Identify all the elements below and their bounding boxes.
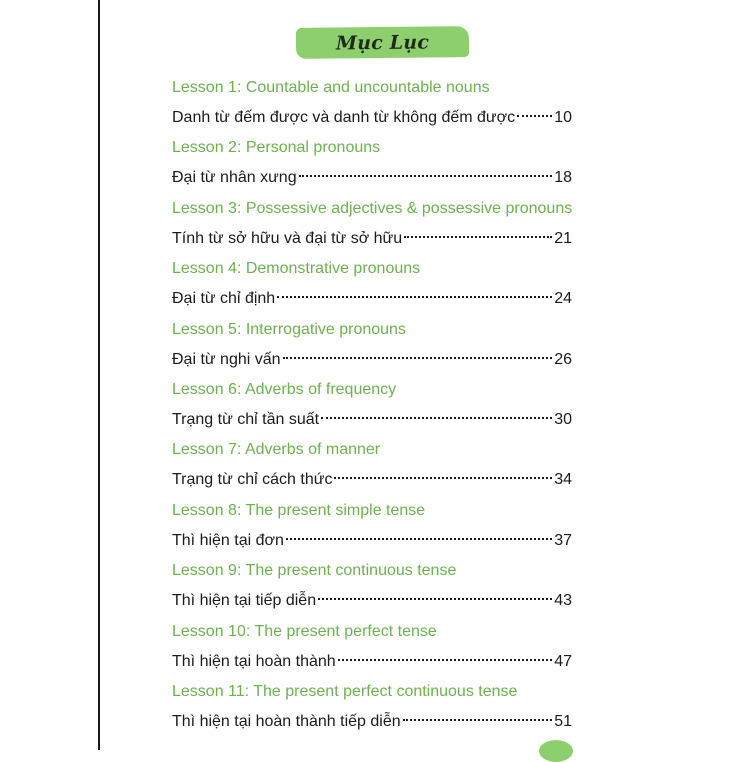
toc-lesson <box>172 73 572 133</box>
page-number: 47 <box>554 652 572 670</box>
lesson-title[interactable]: Lesson 5: Interrogative pronouns <box>172 320 406 338</box>
entry-text: Thì hiện tại hoàn thành tiếp diễn <box>172 712 401 730</box>
dot-leader <box>338 659 553 661</box>
entry-text: Danh từ đếm được và danh từ không đếm được <box>172 109 516 126</box>
lesson-title[interactable]: Lesson 3: Possessive adjectives & possessive pronouns <box>172 199 573 217</box>
lesson-title[interactable]: Lesson 4: Demonstrative pronouns <box>172 260 421 278</box>
entry-text: Trạng từ chỉ tần suất <box>172 410 320 428</box>
entry-text: Tính từ sở hữu và đại từ sở hữu <box>172 229 403 247</box>
table-of-contents <box>172 73 572 737</box>
toc-entry[interactable] <box>172 284 572 314</box>
lesson-title[interactable]: Lesson 7: Adverbs of manner <box>172 441 381 459</box>
toc-lesson <box>172 677 572 737</box>
page-number: 37 <box>554 531 572 549</box>
toc-lesson <box>172 496 572 556</box>
toc-lesson <box>172 435 572 495</box>
dot-leader <box>318 598 552 600</box>
toc-lesson <box>172 254 572 314</box>
toc-entry[interactable] <box>172 526 572 556</box>
entry-text: Thì hiện tại đơn <box>172 531 284 549</box>
page-number: 21 <box>554 229 572 247</box>
toc-lesson <box>172 617 572 677</box>
toc-title: Mục Lục <box>335 31 430 54</box>
toc-entry[interactable] <box>172 707 572 737</box>
entry-text: Đại từ nghi vấn <box>172 350 281 368</box>
dot-leader <box>321 417 552 419</box>
page-number: 18 <box>554 169 572 187</box>
lesson-title[interactable]: Lesson 10: The present perfect tense <box>172 622 437 640</box>
dot-leader <box>403 719 553 721</box>
page-number-badge <box>539 740 573 762</box>
toc-entry[interactable] <box>172 163 572 193</box>
dot-leader <box>517 115 552 117</box>
table-of-contents-heading <box>296 26 469 59</box>
page-number: 51 <box>554 712 572 730</box>
entry-text: Thì hiện tại tiếp diễn <box>172 592 317 610</box>
dot-leader <box>286 538 552 540</box>
entry-text: Thì hiện tại hoàn thành <box>172 652 336 670</box>
lesson-title[interactable]: Lesson 8: The present simple tense <box>172 501 426 519</box>
page-edge-line <box>98 0 100 750</box>
lesson-title[interactable]: Lesson 2: Personal pronouns <box>172 139 381 157</box>
entry-text: Đại từ nhân xưng <box>172 169 297 187</box>
toc-lesson <box>172 194 572 254</box>
page-number: 10 <box>554 109 572 126</box>
dot-leader <box>277 296 552 298</box>
toc-entry[interactable] <box>172 345 572 375</box>
toc-lesson <box>172 556 572 616</box>
dot-leader <box>299 175 553 177</box>
entry-text: Trạng từ chỉ cách thức <box>172 471 333 489</box>
lesson-title[interactable]: Lesson 1: Countable and uncountable nouns <box>172 79 490 96</box>
dot-leader <box>334 477 552 479</box>
toc-entry[interactable] <box>172 224 572 254</box>
lesson-title[interactable]: Lesson 11: The present perfect continuous tense <box>172 682 518 700</box>
page-number: 34 <box>554 471 572 489</box>
toc-entry[interactable] <box>172 586 572 616</box>
toc-entry[interactable] <box>172 405 572 435</box>
page-number: 26 <box>554 350 572 368</box>
entry-text: Đại từ chỉ định <box>172 290 276 308</box>
page-number: 24 <box>554 290 572 308</box>
toc-entry[interactable] <box>172 103 572 133</box>
lesson-title[interactable]: Lesson 6: Adverbs of frequency <box>172 380 397 398</box>
page-number: 43 <box>554 592 572 610</box>
toc-lesson <box>172 375 572 435</box>
page-number: 30 <box>554 410 572 428</box>
toc-lesson <box>172 133 572 193</box>
toc-entry[interactable] <box>172 465 572 495</box>
dot-leader <box>404 236 552 238</box>
toc-entry[interactable] <box>172 647 572 677</box>
dot-leader <box>283 357 553 359</box>
lesson-title[interactable]: Lesson 9: The present continuous tense <box>172 562 457 580</box>
toc-lesson <box>172 315 572 375</box>
